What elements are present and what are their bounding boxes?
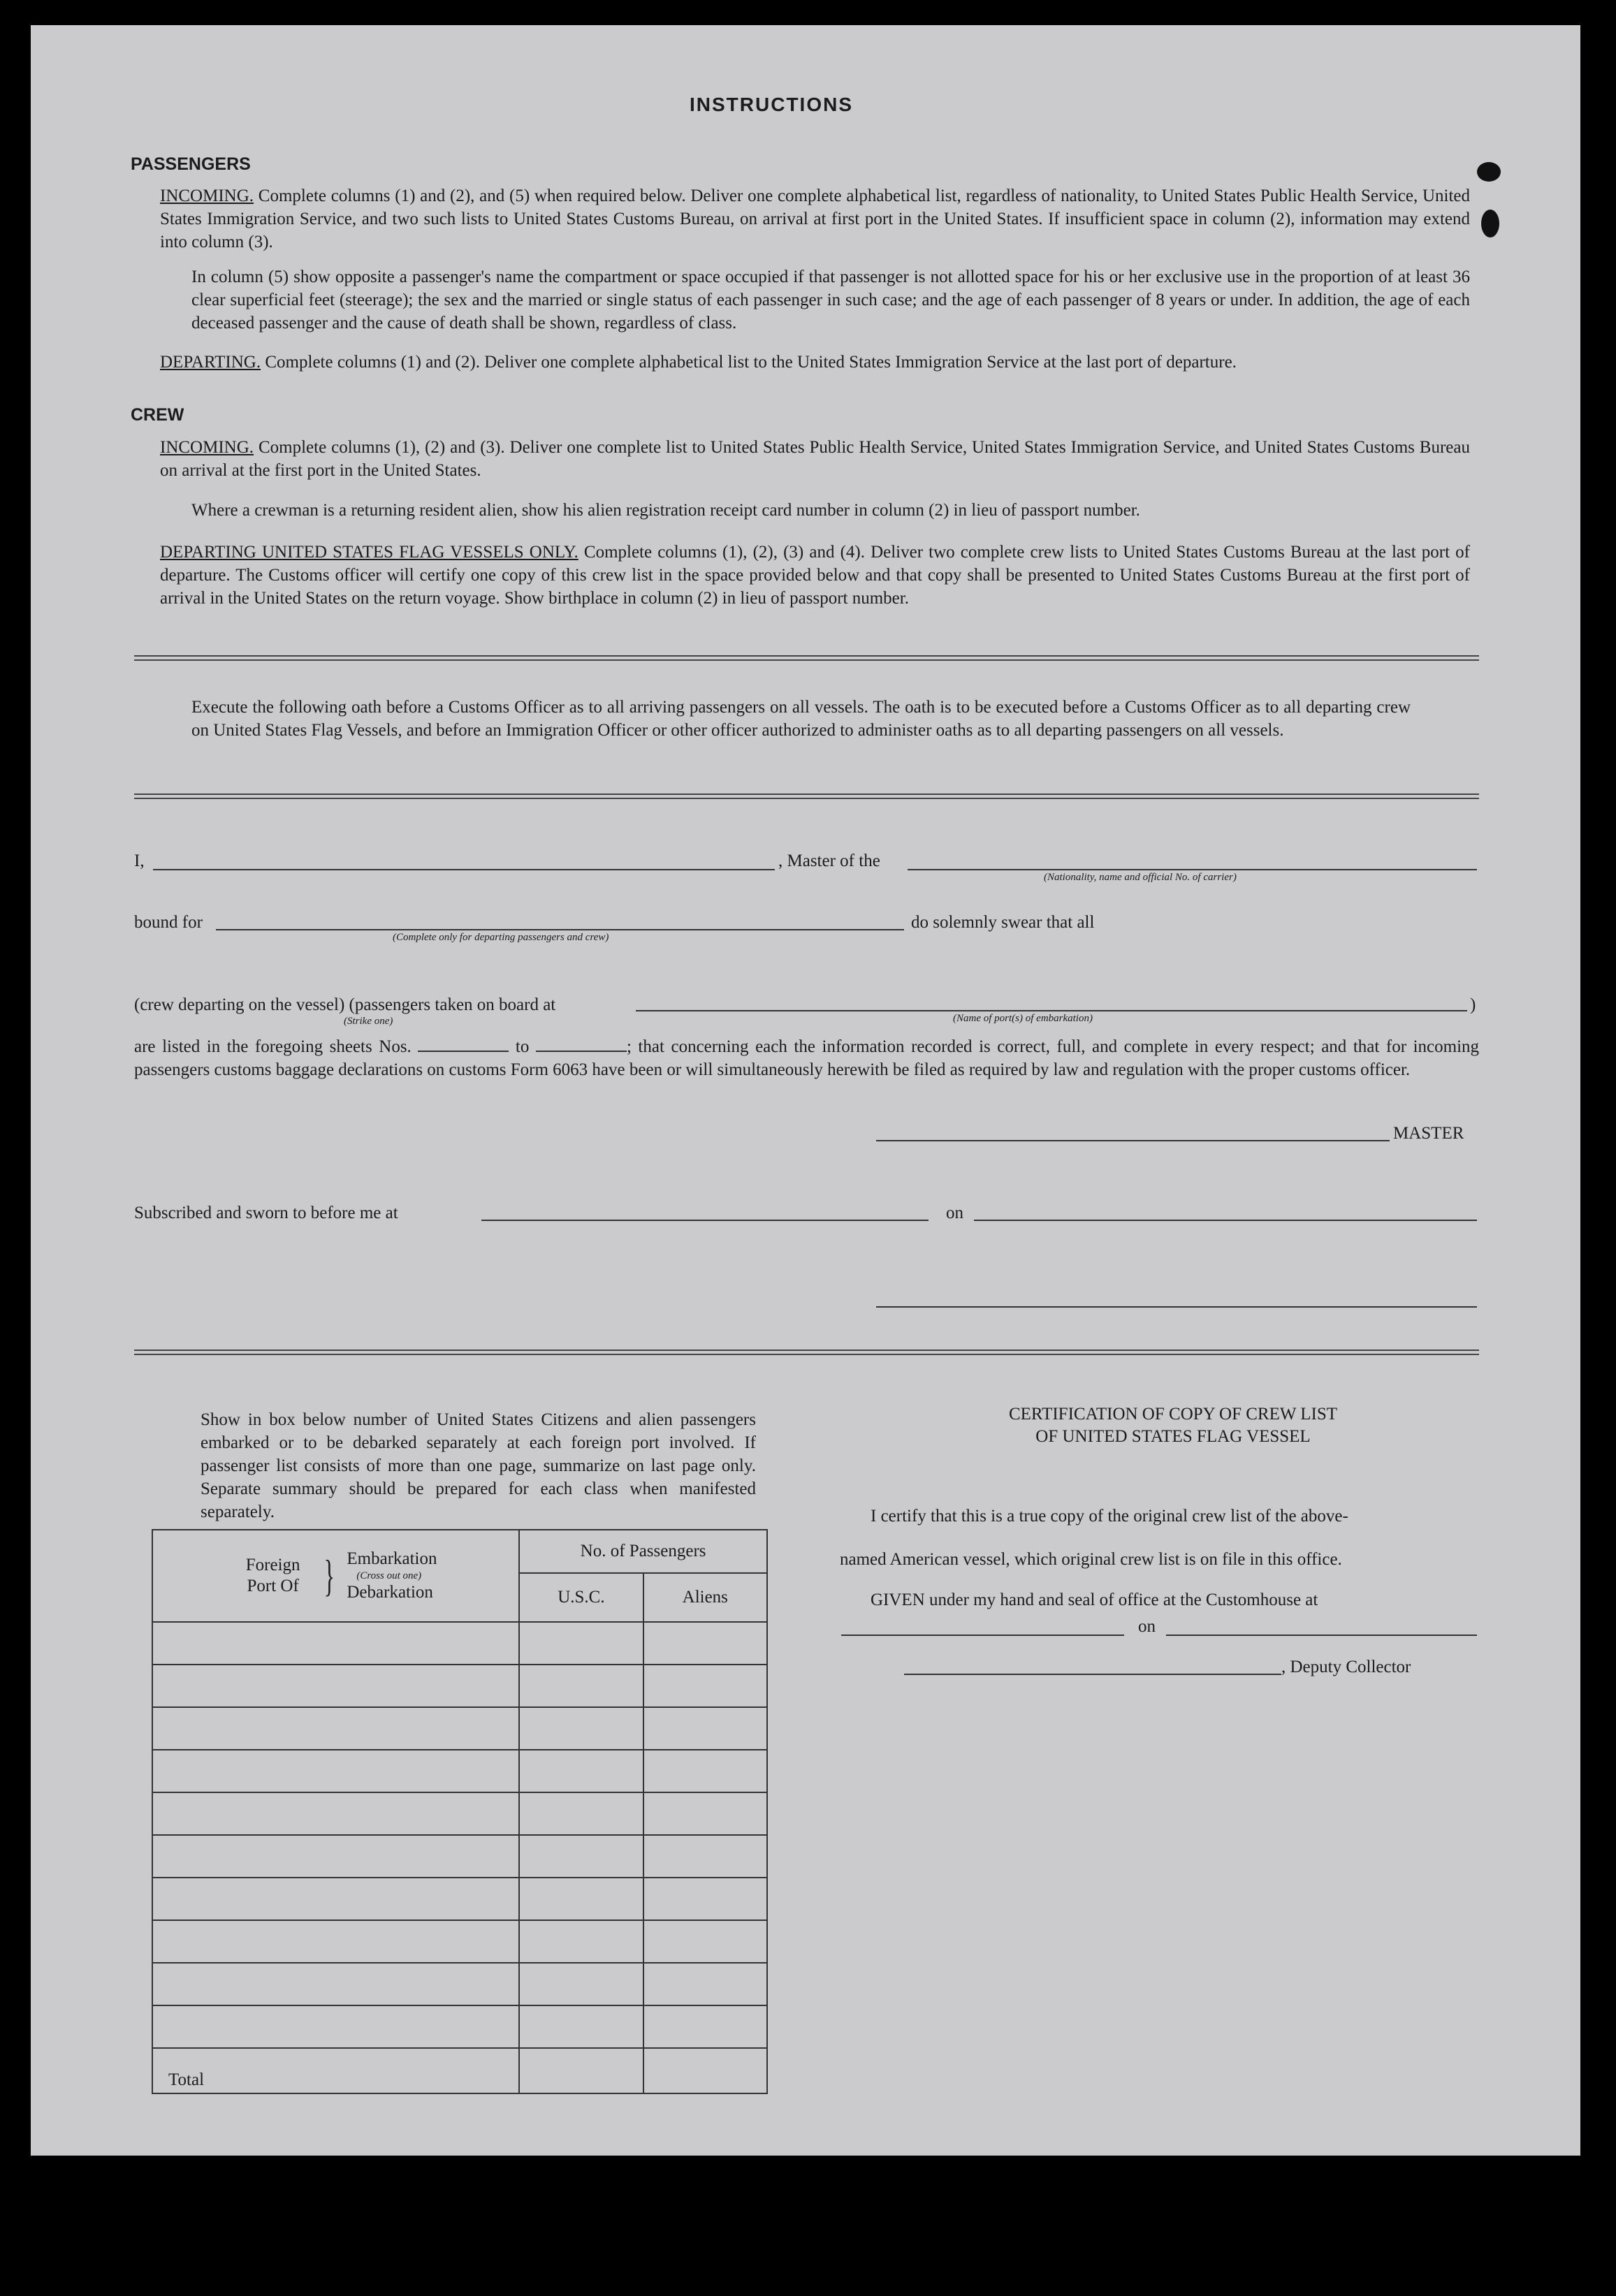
aliens-cell[interactable]: [643, 2005, 767, 2048]
certification-date-field[interactable]: [1166, 1635, 1477, 1636]
port-cell[interactable]: [152, 2005, 519, 2048]
usc-cell[interactable]: [519, 1750, 643, 1792]
port-cell[interactable]: [152, 1622, 519, 1665]
oath-listed: [134, 1035, 1479, 1081]
listed-text-b: ; that concerning each the information recorded is correct, full, and complete in every respect; and that for incoming passengers customs baggage declarations on customs Form 6063 have been or will simultaneously herewith be filed as required by law and regulation with the proper customs officer.: [134, 1037, 1480, 1079]
sheet-to-field[interactable]: [536, 1037, 627, 1052]
passengers-departing-label: DEPARTING.: [160, 353, 261, 372]
table-row: [152, 1835, 767, 1878]
usc-cell[interactable]: [519, 1707, 643, 1750]
usc-cell[interactable]: [519, 1622, 643, 1665]
crew-incoming-label: INCOMING.: [160, 438, 254, 457]
port-header-cell: [152, 1530, 519, 1622]
sworn-place-field[interactable]: [481, 1220, 929, 1221]
strike-one-note: (Strike one): [344, 1016, 393, 1027]
officer-signature-field[interactable]: [876, 1306, 1477, 1308]
debarkation-label: Debarkation: [347, 1583, 433, 1602]
usc-total-cell[interactable]: [519, 2048, 643, 2093]
master-name-field[interactable]: [153, 869, 775, 870]
table-row: [152, 1878, 767, 1920]
port-cell[interactable]: [152, 1792, 519, 1835]
foreign-port-of-label: Foreign Port Of: [245, 1556, 300, 1595]
table-row: [152, 1963, 767, 2005]
sheet-from-field[interactable]: [418, 1037, 509, 1052]
total-label: Total: [152, 2048, 519, 2093]
crew-incoming: [160, 436, 1470, 482]
oath-intro: Execute the following oath before a Customs Officer as to all arriving passengers on all vessels. The oath is to be executed before a Customs Officer as to all departing crew on United States Flag Vessels, and before an Immigration Officer or other officer authorized to administer oaths as to all departing passengers on all vessels.: [191, 698, 1411, 740]
port-cell[interactable]: [152, 1878, 519, 1920]
section-divider: [134, 655, 1479, 661]
aliens-cell[interactable]: [643, 1665, 767, 1707]
bound-note: (Complete only for departing passengers and crew): [393, 932, 609, 943]
usc-cell[interactable]: [519, 1665, 643, 1707]
table-row: [152, 1707, 767, 1750]
usc-cell[interactable]: [519, 1920, 643, 1963]
aliens-cell[interactable]: [643, 1835, 767, 1878]
passengers-incoming: [160, 184, 1470, 254]
table-row: [152, 1665, 767, 1707]
oath-bound-for: bound for: [134, 913, 203, 932]
certification-heading-2: OF UNITED STATES FLAG VESSEL: [1035, 1427, 1311, 1446]
aliens-cell[interactable]: [643, 1792, 767, 1835]
passengers-heading: PASSENGERS: [131, 154, 251, 174]
table-row: [152, 1920, 767, 1963]
aliens-cell[interactable]: [643, 1920, 767, 1963]
certify-line-2: named American vessel, which original crew list is on file in this office.: [840, 1550, 1342, 1569]
embarkation-label: Embarkation: [347, 1549, 437, 1568]
aliens-header: Aliens: [643, 1573, 767, 1622]
carrier-field[interactable]: [908, 869, 1477, 870]
passengers-departing: [160, 351, 1470, 374]
passengers-departing-text: Complete columns (1) and (2). Deliver one complete alphabetical list to the United States Immigration Service at the last port of departure.: [265, 353, 1237, 372]
port-cell[interactable]: [152, 1920, 519, 1963]
certification-on: on: [1138, 1617, 1156, 1636]
usc-cell[interactable]: [519, 1835, 643, 1878]
port-cell[interactable]: [152, 1963, 519, 2005]
usc-cell[interactable]: [519, 1792, 643, 1835]
bound-for-field[interactable]: [216, 929, 904, 930]
customhouse-field[interactable]: [841, 1635, 1124, 1636]
listed-text-a: are listed in the foregoing sheets Nos.: [134, 1037, 412, 1056]
sworn-date-field[interactable]: [974, 1220, 1477, 1221]
crew-resident-alien: Where a crewman is a returning resident alien, show his alien registration receipt card number in column (2) in lieu of passport number.: [191, 501, 1140, 520]
deputy-collector-label: , Deputy Collector: [1281, 1658, 1411, 1676]
usc-cell[interactable]: [519, 1963, 643, 2005]
document-page: [31, 25, 1580, 2156]
certification-heading-1: CERTIFICATION OF COPY OF CREW LIST: [1008, 1405, 1338, 1424]
listed-to: to: [515, 1037, 530, 1056]
section-divider: [134, 1350, 1479, 1355]
ink-blot: [1481, 210, 1499, 237]
oath-swear: do solemnly swear that all: [911, 913, 1095, 932]
cross-out-note: (Cross out one): [356, 1570, 422, 1581]
certify-line-1: I certify that this is a true copy of the original crew list of the above-: [871, 1507, 1348, 1526]
oath-master-of: , Master of the: [778, 851, 880, 870]
port-cell[interactable]: [152, 1750, 519, 1792]
aliens-cell[interactable]: [643, 1878, 767, 1920]
master-signature-field[interactable]: [876, 1140, 1390, 1141]
port-cell[interactable]: [152, 1835, 519, 1878]
total-row: [152, 2048, 767, 2093]
aliens-cell[interactable]: [643, 1707, 767, 1750]
deputy-signature-field[interactable]: [904, 1674, 1281, 1675]
aliens-cell[interactable]: [643, 1750, 767, 1792]
section-divider: [134, 794, 1479, 799]
embarkation-ports-field[interactable]: [636, 1010, 1467, 1011]
usc-cell[interactable]: [519, 2005, 643, 2048]
passenger-summary-table: [152, 1529, 768, 2094]
crew-departing: [160, 541, 1470, 610]
master-label: MASTER: [1393, 1124, 1464, 1143]
port-cell[interactable]: [152, 1707, 519, 1750]
carrier-note: (Nationality, name and official No. of carrier): [1044, 872, 1237, 883]
port-cell[interactable]: [152, 1665, 519, 1707]
page-title: INSTRUCTIONS: [690, 94, 853, 115]
passengers-incoming-text: Complete columns (1) and (2), and (5) when required below. Deliver one complete alphabetical list, regardless of nationality, to United States Public Health Service, United States Immigration Service, and two such lists to United States Customs Bureau, on arrival at first port in the United States. If insufficient space in column (2), information may extend into column (3).: [160, 187, 1471, 251]
ink-blot: [1477, 162, 1501, 182]
ports-note: (Name of port(s) of embarkation): [953, 1013, 1093, 1024]
table-row: [152, 1750, 767, 1792]
close-paren: ): [1470, 995, 1476, 1014]
no-passengers-header: No. of Passengers: [519, 1530, 767, 1573]
aliens-cell[interactable]: [643, 1963, 767, 2005]
aliens-cell[interactable]: [643, 1622, 767, 1665]
oath-i-label: I,: [134, 851, 145, 870]
oath-crew-departing: (crew departing on the vessel) (passengers taken on board at: [134, 995, 556, 1014]
table-row: [152, 1622, 767, 1665]
oath-on: on: [946, 1204, 963, 1222]
passengers-column5: In column (5) show opposite a passenger's name the compartment or space occupied if that passenger is not allotted space for his or her exclusive use in the proportion of at least 36 clear superficial feet (steerage); the sex and the married or single status of each passenger in such case; and the age of each passenger of 8 years or under. In addition, the age of each deceased passenger and the cause of death shall be shown, regardless of class.: [191, 268, 1470, 332]
given-line: GIVEN under my hand and seal of office at the Customhouse at: [871, 1591, 1318, 1609]
usc-header: U.S.C.: [519, 1573, 643, 1622]
oath-subscribed: Subscribed and sworn to before me at: [134, 1204, 398, 1222]
crew-departing-label: DEPARTING UNITED STATES FLAG VESSELS ONLY.: [160, 543, 578, 562]
passengers-incoming-label: INCOMING.: [160, 187, 254, 205]
crew-incoming-text: Complete columns (1), (2) and (3). Deliver one complete list to United States Public Health Service, United States Immigration Service, and United States Customs Bureau on arrival at the first port in the United States.: [160, 438, 1470, 480]
crew-heading: CREW: [131, 405, 184, 425]
table-row: [152, 2005, 767, 2048]
crew-departing-text: Complete columns (1), (2), (3) and (4). Deliver two complete crew lists to United States Customs Bureau at the last port of departure. The Customs officer will certify one copy of this crew list in the space provided below and that copy shall be presented to United States Customs Bureau at the first port of arrival in the United States on the return voyage. Show birthplace in column (2) in lieu of passport number.: [160, 543, 1471, 608]
table-row: [152, 1792, 767, 1835]
brace-glyph: }: [323, 1551, 335, 1600]
aliens-total-cell[interactable]: [643, 2048, 767, 2093]
usc-cell[interactable]: [519, 1878, 643, 1920]
summary-instructions: Show in box below number of United States Citizens and alien passengers embarked or to be debarked separately at each foreign port involved. If passenger list consists of more than one page, summarize on last page only. Separate summary should be prepared for each class when manifested separately.: [201, 1410, 756, 1521]
